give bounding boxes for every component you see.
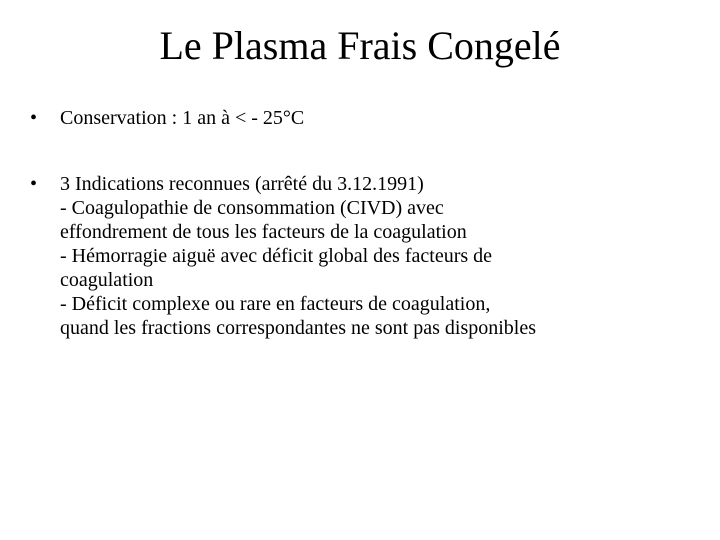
bullet-icon: • bbox=[30, 173, 38, 195]
bullet-text-line: - Déficit complexe ou rare en facteurs de coagulation, bbox=[60, 293, 491, 315]
bullet-text-line: - Hémorragie aiguë avec déficit global des facteurs de bbox=[60, 245, 493, 267]
bullet-text-line: coagulation bbox=[60, 269, 154, 291]
bullet-text-line: quand les fractions correspondantes ne sont pas disponibles bbox=[60, 317, 537, 339]
bullet-text-line: - Coagulopathie de consommation (CIVD) avec bbox=[60, 197, 444, 219]
slide-title: Le Plasma Frais Congelé bbox=[159, 23, 561, 68]
bullet-text: Conservation : 1 an à < - 25°C bbox=[60, 107, 305, 129]
bullet-item-conservation bbox=[30, 106, 700, 130]
bullet-icon: • bbox=[30, 107, 38, 129]
bullet-text-line: effondrement de tous les facteurs de la coagulation bbox=[60, 221, 467, 243]
bullet-list bbox=[30, 106, 700, 340]
bullet-text: 3 Indications reconnues (arrêté du 3.12.1991) bbox=[60, 173, 424, 195]
bullet-item-indications bbox=[30, 172, 700, 340]
